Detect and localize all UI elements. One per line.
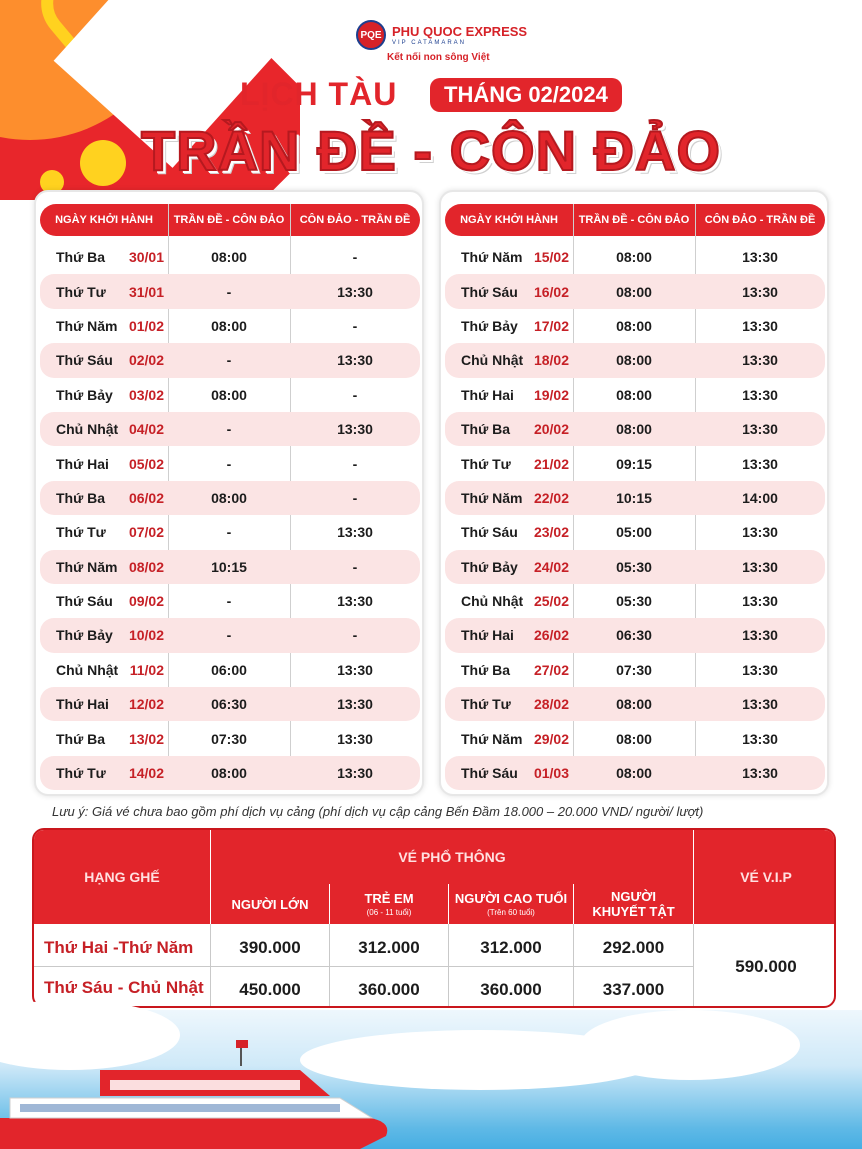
schedule-row bbox=[445, 274, 825, 308]
seat-class-header: HẠNG GHẾ bbox=[34, 830, 210, 924]
brand-slogan: Kết nối non sông Việt bbox=[387, 52, 490, 63]
price-note: Lưu ý: Giá vé chưa bao gồm phí dịch vụ cảng (phí dịch vụ cập cảng Bến Đầm 18.000 – 20.000 VND/ người/ lượt) bbox=[52, 804, 704, 819]
price-child: 312.000 bbox=[358, 938, 420, 957]
schedule-row bbox=[445, 515, 825, 549]
senior-label: NGƯỜI CAO TUỔI bbox=[454, 891, 568, 906]
date: 19/02 bbox=[533, 386, 569, 403]
ship-hull bbox=[0, 1118, 387, 1149]
date: 17/02 bbox=[533, 317, 569, 334]
time-tran-de-con-dao: 08:00 bbox=[616, 352, 652, 369]
brand-name-a: PHU QUOC bbox=[392, 23, 463, 39]
child-header bbox=[330, 884, 448, 924]
child-label: TRẺ EM bbox=[364, 891, 414, 906]
disabled-label-1: NGƯỜI bbox=[611, 889, 656, 904]
date: 18/02 bbox=[533, 352, 569, 369]
departure-day bbox=[40, 318, 168, 334]
schedule-row bbox=[445, 343, 825, 377]
price-senior: 360.000 bbox=[480, 980, 542, 999]
senior-header bbox=[449, 884, 573, 924]
price-adult: 390.000 bbox=[239, 938, 301, 957]
departure-day bbox=[445, 524, 573, 540]
weekday: Thứ Bảy bbox=[56, 627, 113, 644]
date: 09/02 bbox=[128, 593, 164, 610]
departure-day bbox=[40, 524, 168, 540]
time-tran-de-con-dao: 08:00 bbox=[211, 317, 247, 334]
departure-day bbox=[40, 490, 168, 506]
time-tran-de-con-dao: - bbox=[226, 283, 232, 300]
time-tran-de-con-dao: 08:00 bbox=[616, 421, 652, 438]
date: 16/02 bbox=[533, 283, 569, 300]
departure-day bbox=[445, 765, 573, 781]
child-note: (06 - 11 tuổi) bbox=[366, 908, 412, 917]
time-tran-de-con-dao: 10:15 bbox=[211, 558, 247, 575]
departure-day bbox=[40, 696, 168, 712]
weekday: Chủ Nhật bbox=[56, 661, 119, 678]
schedule-row bbox=[40, 515, 420, 549]
route-title: TRẦN ĐỀ - CÔN ĐẢO bbox=[140, 119, 722, 182]
col-con-dao-tran-de: CÔN ĐẢO - TRẦN ĐỀ bbox=[704, 214, 816, 226]
time-tran-de-con-dao: 08:00 bbox=[616, 696, 652, 713]
schedule-row bbox=[40, 274, 420, 308]
schedule-header bbox=[445, 204, 825, 236]
schedule-panel-right bbox=[439, 190, 829, 796]
time-con-dao-tran-de: - bbox=[352, 558, 358, 575]
col-con-dao-tran-de: CÔN ĐẢO - TRẦN ĐỀ bbox=[299, 214, 411, 226]
date: 12/02 bbox=[128, 696, 164, 713]
time-tran-de-con-dao: - bbox=[226, 421, 232, 438]
weekday: Thứ Bảy bbox=[56, 386, 113, 403]
time-tran-de-con-dao: 07:30 bbox=[616, 661, 652, 678]
schedule-row bbox=[40, 584, 420, 618]
schedule-row bbox=[40, 687, 420, 721]
time-con-dao-tran-de: - bbox=[352, 627, 358, 644]
date: 01/03 bbox=[533, 765, 569, 782]
time-con-dao-tran-de: 13:30 bbox=[337, 352, 373, 369]
date: 11/02 bbox=[129, 661, 164, 678]
departure-day bbox=[445, 318, 573, 334]
col-day: NGÀY KHỞI HÀNH bbox=[55, 214, 153, 226]
schedule-row bbox=[445, 240, 825, 274]
price-table bbox=[32, 828, 836, 1008]
weekday: Thứ Sáu bbox=[56, 593, 113, 610]
time-tran-de-con-dao: - bbox=[226, 455, 232, 472]
time-tran-de-con-dao: 05:00 bbox=[616, 524, 652, 541]
time-tran-de-con-dao: 08:00 bbox=[616, 317, 652, 334]
time-tran-de-con-dao: 07:30 bbox=[211, 730, 247, 747]
date: 10/02 bbox=[128, 627, 164, 644]
weekday: Chủ Nhật bbox=[56, 421, 119, 438]
time-con-dao-tran-de: - bbox=[352, 317, 358, 334]
weekday: Thứ Tư bbox=[461, 455, 511, 472]
time-con-dao-tran-de: 13:30 bbox=[742, 317, 778, 334]
departure-day bbox=[445, 352, 573, 368]
schedule-row bbox=[40, 412, 420, 446]
time-tran-de-con-dao: 09:15 bbox=[616, 455, 652, 472]
weekday: Thứ Ba bbox=[461, 421, 511, 438]
time-tran-de-con-dao: 06:30 bbox=[616, 627, 652, 644]
ship-illustration bbox=[0, 1038, 400, 1149]
weekday: Thứ Tư bbox=[461, 696, 511, 713]
weekday: Chủ Nhật bbox=[461, 352, 524, 369]
departure-day bbox=[445, 249, 573, 265]
time-con-dao-tran-de: 13:30 bbox=[742, 283, 778, 300]
date: 31/01 bbox=[128, 283, 164, 300]
weekday: Thứ Năm bbox=[56, 317, 118, 334]
schedule-rows-right bbox=[445, 240, 825, 790]
senior-note: (Trên 60 tuổi) bbox=[487, 908, 535, 917]
time-tran-de-con-dao: 08:00 bbox=[211, 249, 247, 266]
economy-header: VÉ PHỔ THÔNG bbox=[211, 830, 693, 884]
weekday: Thứ Sáu bbox=[56, 352, 113, 369]
col-tran-de-con-dao: TRẦN ĐỀ - CÔN ĐẢO bbox=[578, 214, 690, 226]
time-tran-de-con-dao: - bbox=[226, 593, 232, 610]
weekday: Thứ Hai bbox=[461, 386, 514, 403]
weekday: Thứ Ba bbox=[56, 249, 106, 266]
time-tran-de-con-dao: 08:00 bbox=[616, 765, 652, 782]
schedule-row bbox=[40, 721, 420, 755]
time-tran-de-con-dao: 08:00 bbox=[211, 765, 247, 782]
time-con-dao-tran-de: 13:30 bbox=[337, 283, 373, 300]
schedule-row bbox=[40, 550, 420, 584]
disabled-header bbox=[574, 884, 693, 924]
time-con-dao-tran-de: 13:30 bbox=[742, 249, 778, 266]
weekday: Thứ Hai bbox=[461, 627, 514, 644]
time-con-dao-tran-de: 13:30 bbox=[742, 627, 778, 644]
weekday: Thứ Hai bbox=[56, 455, 109, 472]
departure-day bbox=[445, 490, 573, 506]
weekday: Thứ Sáu bbox=[461, 283, 518, 300]
date: 28/02 bbox=[533, 696, 569, 713]
price-row-label: Thứ Hai -Thứ Năm bbox=[44, 938, 194, 957]
schedule-row bbox=[40, 343, 420, 377]
brand-mark-icon: PQE bbox=[356, 20, 386, 50]
weekday: Thứ Ba bbox=[461, 661, 511, 678]
departure-day bbox=[445, 456, 573, 472]
time-con-dao-tran-de: - bbox=[352, 455, 358, 472]
schedule-row bbox=[445, 653, 825, 687]
date: 20/02 bbox=[533, 421, 569, 438]
schedule-row bbox=[445, 412, 825, 446]
departure-day bbox=[445, 387, 573, 403]
departure-day bbox=[40, 559, 168, 575]
weekday: Chủ Nhật bbox=[461, 593, 524, 610]
time-tran-de-con-dao: 06:00 bbox=[211, 661, 247, 678]
weekday: Thứ Ba bbox=[56, 730, 106, 747]
schedule-row bbox=[40, 653, 420, 687]
adult-label: NGƯỜI LỚN bbox=[231, 896, 309, 912]
departure-day bbox=[40, 352, 168, 368]
date: 03/02 bbox=[128, 386, 164, 403]
departure-day bbox=[445, 662, 573, 678]
schedule-row bbox=[40, 618, 420, 652]
weekday: Thứ Bảy bbox=[461, 558, 518, 575]
date: 01/02 bbox=[128, 317, 164, 334]
date: 13/02 bbox=[128, 730, 164, 747]
schedule-row bbox=[445, 687, 825, 721]
price-senior: 312.000 bbox=[480, 938, 542, 957]
schedule-row bbox=[445, 378, 825, 412]
date: 15/02 bbox=[533, 249, 569, 266]
time-con-dao-tran-de: 13:30 bbox=[742, 661, 778, 678]
divider bbox=[34, 966, 694, 967]
date: 02/02 bbox=[128, 352, 164, 369]
weekday: Thứ Bảy bbox=[461, 317, 518, 334]
col-day: NGÀY KHỞI HÀNH bbox=[460, 214, 558, 226]
schedule-row bbox=[445, 584, 825, 618]
departure-day bbox=[40, 731, 168, 747]
cloud-shape bbox=[580, 1010, 800, 1080]
departure-day bbox=[445, 593, 573, 609]
departure-day bbox=[445, 421, 573, 437]
time-tran-de-con-dao: 08:00 bbox=[616, 249, 652, 266]
departure-day bbox=[445, 284, 573, 300]
time-con-dao-tran-de: 14:00 bbox=[742, 489, 778, 506]
time-con-dao-tran-de: 13:30 bbox=[337, 593, 373, 610]
time-con-dao-tran-de: - bbox=[352, 386, 358, 403]
date: 06/02 bbox=[128, 489, 164, 506]
price-disabled: 292.000 bbox=[602, 938, 665, 957]
time-con-dao-tran-de: - bbox=[352, 489, 358, 506]
time-con-dao-tran-de: 13:30 bbox=[337, 524, 373, 541]
time-con-dao-tran-de: - bbox=[352, 249, 358, 266]
disabled-label-2: KHUYẾT TẬT bbox=[592, 904, 675, 919]
departure-day bbox=[40, 387, 168, 403]
price-child: 360.000 bbox=[358, 980, 420, 999]
time-tran-de-con-dao: 08:00 bbox=[616, 730, 652, 747]
schedule-row bbox=[40, 756, 420, 790]
date: 05/02 bbox=[128, 455, 164, 472]
time-con-dao-tran-de: 13:30 bbox=[742, 524, 778, 541]
weekday: Thứ Năm bbox=[461, 730, 523, 747]
weekday: Thứ Tư bbox=[56, 524, 106, 541]
schedule-row bbox=[40, 446, 420, 480]
time-tran-de-con-dao: 05:30 bbox=[616, 558, 652, 575]
schedule-row bbox=[40, 378, 420, 412]
flag-icon bbox=[236, 1040, 248, 1048]
date: 21/02 bbox=[533, 455, 569, 472]
weekday: Thứ Hai bbox=[56, 696, 109, 713]
departure-day bbox=[40, 421, 168, 437]
schedule-row bbox=[40, 481, 420, 515]
price-row-label: Thứ Sáu - Chủ Nhật bbox=[44, 978, 204, 997]
schedule-row bbox=[445, 756, 825, 790]
time-con-dao-tran-de: 13:30 bbox=[742, 593, 778, 610]
time-con-dao-tran-de: 13:30 bbox=[742, 730, 778, 747]
weekday: Thứ Sáu bbox=[461, 524, 518, 541]
time-con-dao-tran-de: 13:30 bbox=[742, 455, 778, 472]
vip-header: VÉ V.I.P bbox=[694, 830, 836, 924]
price-vip: 590.000 bbox=[735, 957, 797, 976]
schedule-row bbox=[40, 309, 420, 343]
time-tran-de-con-dao: - bbox=[226, 352, 232, 369]
date: 23/02 bbox=[533, 524, 569, 541]
date: 27/02 bbox=[533, 661, 569, 678]
time-con-dao-tran-de: 13:30 bbox=[337, 696, 373, 713]
date: 29/02 bbox=[533, 730, 569, 747]
ship-windows bbox=[110, 1080, 300, 1090]
weekday: Thứ Ba bbox=[56, 489, 106, 506]
time-con-dao-tran-de: 13:30 bbox=[742, 765, 778, 782]
time-tran-de-con-dao: 08:00 bbox=[616, 283, 652, 300]
weekday: Thứ Năm bbox=[461, 489, 523, 506]
brand-name-b: EXPRESS bbox=[462, 23, 528, 39]
time-tran-de-con-dao: 10:15 bbox=[616, 489, 652, 506]
departure-day bbox=[40, 593, 168, 609]
schedule-row bbox=[445, 721, 825, 755]
date: 26/02 bbox=[533, 627, 569, 644]
time-con-dao-tran-de: 13:30 bbox=[742, 421, 778, 438]
brand-name bbox=[392, 25, 527, 38]
time-con-dao-tran-de: 13:30 bbox=[742, 696, 778, 713]
time-con-dao-tran-de: 13:30 bbox=[337, 765, 373, 782]
time-con-dao-tran-de: 13:30 bbox=[337, 730, 373, 747]
departure-day bbox=[40, 284, 168, 300]
time-con-dao-tran-de: 13:30 bbox=[742, 386, 778, 403]
ship-lower-windows bbox=[20, 1104, 340, 1112]
departure-day bbox=[40, 249, 168, 265]
weekday: Thứ Năm bbox=[461, 249, 523, 266]
schedule-panel-left bbox=[34, 190, 424, 796]
date: 07/02 bbox=[128, 524, 164, 541]
departure-day bbox=[445, 627, 573, 643]
schedule-row bbox=[445, 309, 825, 343]
date: 22/02 bbox=[533, 489, 569, 506]
departure-day bbox=[40, 765, 168, 781]
price-disabled: 337.000 bbox=[602, 980, 665, 999]
time-con-dao-tran-de: 13:30 bbox=[337, 661, 373, 678]
time-con-dao-tran-de: 13:30 bbox=[742, 558, 778, 575]
departure-day bbox=[445, 696, 573, 712]
schedule-row bbox=[40, 240, 420, 274]
departure-day bbox=[40, 627, 168, 643]
brand-sub: VIP CATAMARAN bbox=[392, 39, 467, 46]
time-tran-de-con-dao: 08:00 bbox=[211, 489, 247, 506]
weekday: Thứ Tư bbox=[56, 283, 106, 300]
departure-day bbox=[445, 559, 573, 575]
departure-day bbox=[40, 662, 168, 678]
departure-day bbox=[445, 731, 573, 747]
date: 04/02 bbox=[128, 421, 164, 438]
date: 08/02 bbox=[128, 558, 164, 575]
adult-header bbox=[211, 884, 329, 924]
time-tran-de-con-dao: 06:30 bbox=[211, 696, 247, 713]
month-badge: THÁNG 02/2024 bbox=[430, 78, 622, 112]
date: 24/02 bbox=[533, 558, 569, 575]
date: 30/01 bbox=[128, 249, 164, 266]
schedule-row bbox=[445, 446, 825, 480]
weekday: Thứ Năm bbox=[56, 558, 118, 575]
brand-logo bbox=[356, 20, 527, 50]
time-con-dao-tran-de: 13:30 bbox=[337, 421, 373, 438]
time-con-dao-tran-de: 13:30 bbox=[742, 352, 778, 369]
departure-day bbox=[40, 456, 168, 472]
col-tran-de-con-dao: TRẦN ĐỀ - CÔN ĐẢO bbox=[173, 214, 285, 226]
schedule-rows-left bbox=[40, 240, 420, 790]
time-tran-de-con-dao: 05:30 bbox=[616, 593, 652, 610]
time-tran-de-con-dao: - bbox=[226, 627, 232, 644]
price-adult: 450.000 bbox=[239, 980, 301, 999]
page-title: LỊCH TÀU bbox=[240, 76, 398, 112]
weekday: Thứ Sáu bbox=[461, 765, 518, 782]
schedule-header bbox=[40, 204, 420, 236]
date: 25/02 bbox=[533, 593, 569, 610]
schedule-row bbox=[445, 481, 825, 515]
time-tran-de-con-dao: 08:00 bbox=[616, 386, 652, 403]
time-tran-de-con-dao: - bbox=[226, 524, 232, 541]
time-tran-de-con-dao: 08:00 bbox=[211, 386, 247, 403]
date: 14/02 bbox=[128, 765, 164, 782]
weekday: Thứ Tư bbox=[56, 765, 106, 782]
schedule-row bbox=[445, 550, 825, 584]
schedule-row bbox=[445, 618, 825, 652]
